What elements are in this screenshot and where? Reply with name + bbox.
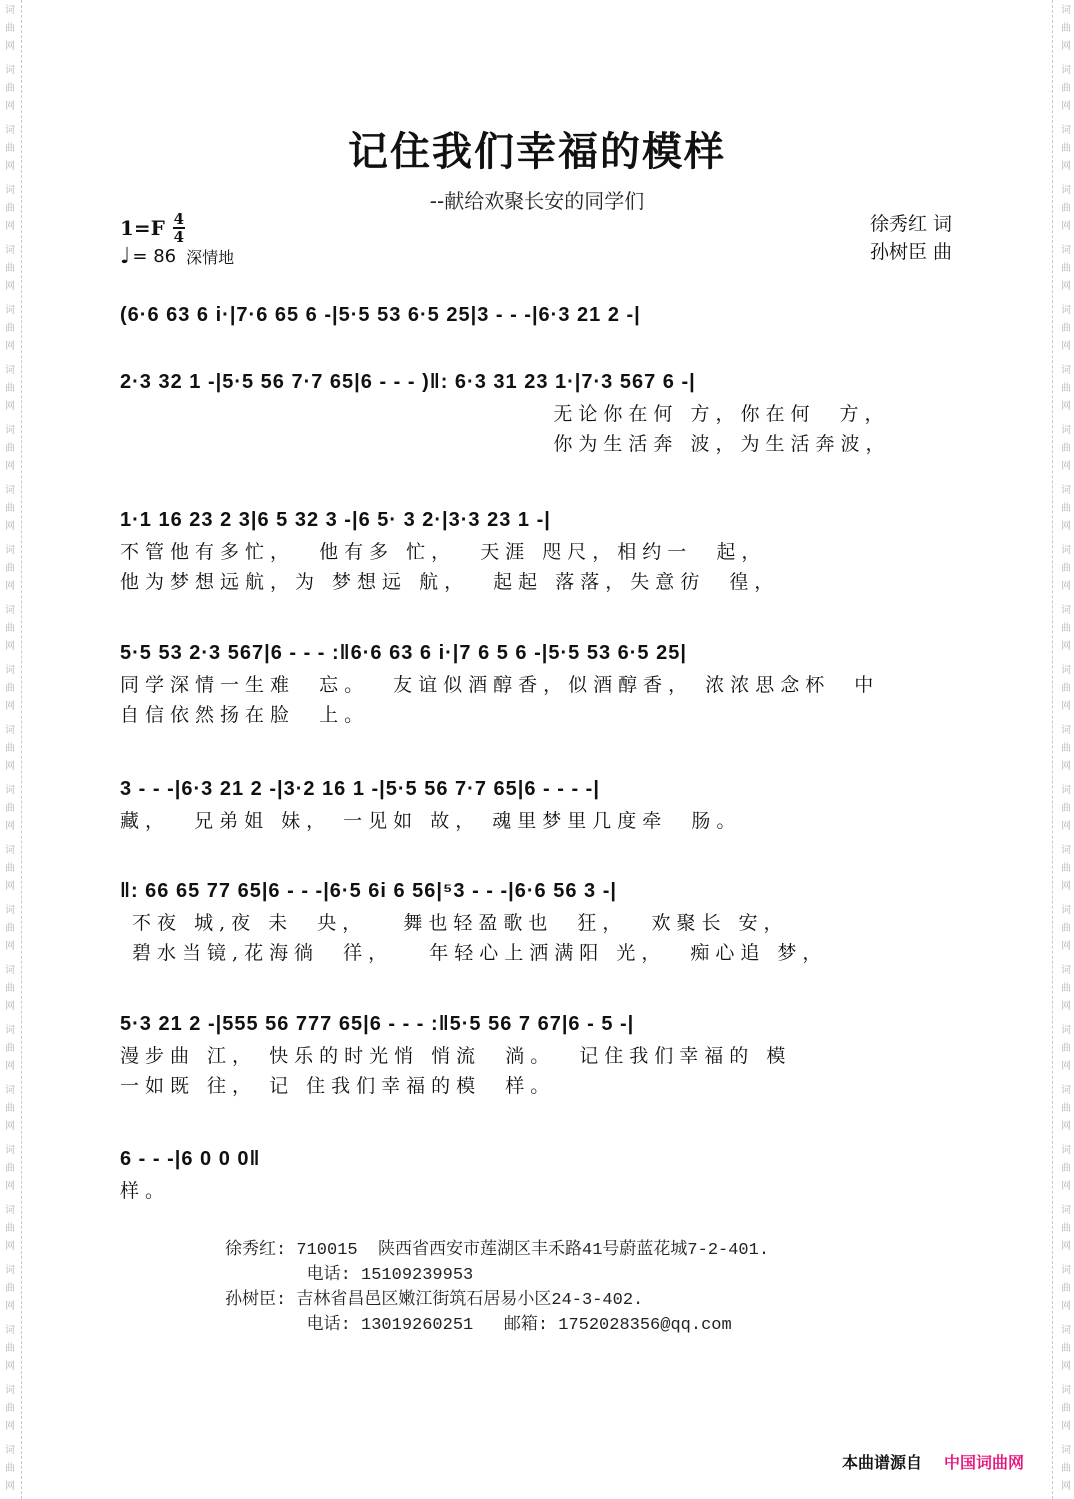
watermark-text: 词 曲 网: [1061, 1385, 1071, 1432]
song-title: 记住我们幸福的模样: [348, 128, 726, 175]
notation-line: 2·3 32 1 -|5·5 56 7·7 65|6 - - - )‖: 6·3 31 23 1·|7·3 567 6 -|: [120, 371, 696, 393]
score-system-3: [120, 503, 960, 597]
source-site-link[interactable]: 中国词曲网: [944, 1453, 1025, 1472]
lyric-verse-1: 无论你在何 方，你在何 方，: [120, 403, 890, 425]
score-system-4: [120, 636, 960, 730]
watermark-text: 词 曲 网: [5, 965, 15, 1012]
watermark-text: 词 曲 网: [5, 485, 15, 532]
watermark-text: 词 曲 网: [5, 125, 15, 172]
notation-line: ‖: 66 65 77 65|6 - - -|6·5 6i 6 56|⁵3 - - -|6·6 56 3 -|: [120, 880, 617, 902]
composer-address: 孙树臣: 吉林省昌邑区嫩江街筑石居易小区24-3-402.: [225, 1291, 644, 1310]
watermark-text: 词 曲 网: [1061, 785, 1071, 832]
watermark-text: 词 曲 网: [5, 845, 15, 892]
watermark-text: 词 曲 网: [1061, 1025, 1071, 1072]
watermark-text: 词 曲 网: [1061, 1325, 1071, 1372]
watermark-text: 词 曲 网: [5, 1025, 15, 1072]
source-credit: [842, 1450, 1024, 1473]
notation-line: (6·6 63 6 i·|7·6 65 6 -|5·5 53 6·5 25|3 - - -|6·3 21 2 -|: [120, 304, 641, 326]
score-system-1: [120, 298, 960, 332]
watermark-text: 词 曲 网: [1061, 665, 1071, 712]
lyricist-credit: 徐秀红 词: [869, 213, 952, 235]
lyric-verse-2: 他为梦想远航，为 梦想远 航， 起起 落落，失意彷 徨，: [120, 571, 780, 593]
watermark-text: 词 曲 网: [1061, 245, 1071, 292]
lyricist-phone: 电话: 15109239953: [225, 1266, 474, 1285]
right-dashed-margin-line: [1052, 0, 1053, 1499]
tempo-value: = 86: [132, 246, 177, 267]
notation-line: 3 - - -|6·3 21 2 -|3·2 16 1 -|5·5 56 7·7 65|6 - - - -|: [120, 778, 600, 800]
lyric-verse-2: 你为生活奔 波，为生活奔波，: [120, 433, 891, 455]
watermark-text: 词 曲 网: [1061, 905, 1071, 952]
lyric-verse-2: 碧水当镜,花海徜 徉， 年轻心上洒满阳 光， 痴心追 梦，: [120, 942, 828, 964]
notation-line: 5·3 21 2 -|555 56 777 65|6 - - - :‖5·5 56 7 67|6 - 5 -|: [120, 1013, 635, 1035]
watermark-text: 词 曲 网: [1061, 365, 1071, 412]
notation-line: 1·1 16 23 2 3|6 5 32 3 -|6 5· 3 2·|3·3 23 1 -|: [120, 509, 551, 531]
watermark-text: 词 曲 网: [5, 1265, 15, 1312]
lyric-verse-1: 漫步曲 江， 快乐的时光悄 悄流 淌。 记住我们幸福的 模: [120, 1045, 792, 1067]
watermark-text: 词 曲 网: [1061, 605, 1071, 652]
song-subtitle: --献给欢聚长安的同学们: [429, 189, 645, 213]
composer-phone-email: 电话: 13019260251 邮箱: 1752028356@qq.com: [225, 1316, 732, 1335]
score-system-5: [120, 772, 960, 836]
watermark-text: 词 曲 网: [5, 65, 15, 112]
watermark-text: 词 曲 网: [1061, 125, 1071, 172]
lyricist-address: 徐秀红: 710015 陕西省西安市莲湖区丰禾路41号蔚蓝花城7-2-401.: [225, 1241, 770, 1260]
watermark-text: 词 曲 网: [5, 785, 15, 832]
lyric-verse-1: 样。: [120, 1180, 171, 1202]
credits: [870, 210, 952, 266]
watermark-text: 词 曲 网: [5, 1325, 15, 1372]
watermark-text: 词 曲 网: [1061, 1445, 1071, 1492]
tempo-marking: [120, 244, 234, 269]
watermark-text: 词 曲 网: [5, 725, 15, 772]
time-signature: [173, 212, 185, 244]
watermark-text: 词 曲 网: [5, 5, 15, 52]
watermark-text: 词 曲 网: [5, 1145, 15, 1192]
watermark-text: 词 曲 网: [1061, 185, 1071, 232]
watermark-text: 词 曲 网: [1061, 845, 1071, 892]
watermark-text: 词 曲 网: [1061, 485, 1071, 532]
lyric-verse-1: 不管他有多忙， 他有多 忙， 天涯 咫尺，相约一 起，: [120, 541, 767, 563]
score-system-8: [120, 1142, 960, 1206]
watermark-text: 词 曲 网: [5, 245, 15, 292]
watermark-text: 词 曲 网: [1061, 65, 1071, 112]
watermark-text: 词 曲 网: [5, 425, 15, 472]
key-signature: [120, 212, 185, 244]
watermark-text: 词 曲 网: [5, 1205, 15, 1252]
lyric-verse-2: 一如既 往， 记 住我们幸福的模 样。: [120, 1075, 556, 1097]
expression-mark: 深情地: [186, 248, 235, 267]
time-signature-top: 4: [173, 210, 185, 228]
watermark-text: 词 曲 网: [5, 1085, 15, 1132]
watermark-text: 词 曲 网: [5, 305, 15, 352]
lyric-verse-1: 藏， 兄弟姐 妹， 一见如 故， 魂里梦里几度牵 肠。: [120, 810, 742, 832]
watermark-text: 词 曲 网: [1061, 965, 1071, 1012]
score-system-6: [120, 874, 960, 968]
notation-line: 6 - - -|6 0 0 0‖: [120, 1148, 261, 1170]
left-dashed-margin-line: [21, 0, 22, 1499]
score-system-2: [120, 365, 960, 459]
watermark-text: 词 曲 网: [5, 1445, 15, 1492]
composer-credit: 孙树臣 曲: [869, 241, 952, 263]
watermark-text: 词 曲 网: [1061, 1085, 1071, 1132]
watermark-text: 词 曲 网: [1061, 5, 1071, 52]
watermark-text: 词 曲 网: [1061, 1145, 1071, 1192]
watermark-text: 词 曲 网: [1061, 725, 1071, 772]
source-label: 本曲谱源自: [842, 1453, 923, 1472]
notation-line: 5·5 53 2·3 567|6 - - - :‖6·6 63 6 i·|7 6 5 6 -|5·5 53 6·5 25|: [120, 642, 687, 664]
watermark-text: 词 曲 网: [1061, 305, 1071, 352]
key-label: 1=F: [120, 216, 165, 240]
time-signature-bottom: 4: [173, 228, 185, 246]
watermark-text: 词 曲 网: [5, 1385, 15, 1432]
watermark-text: 词 曲 网: [5, 665, 15, 712]
watermark-text: 词 曲 网: [5, 185, 15, 232]
watermark-text: 词 曲 网: [5, 905, 15, 952]
lyric-verse-1: 不夜 城,夜 未 央， 舞也轻盈歌也 狂， 欢聚长 安，: [120, 912, 789, 934]
watermark-text: 词 曲 网: [5, 545, 15, 592]
watermark-text: 词 曲 网: [5, 365, 15, 412]
watermark-text: 词 曲 网: [1061, 425, 1071, 472]
left-watermark-column: [0, 0, 20, 1499]
contact-info: [225, 1238, 769, 1338]
watermark-text: 词 曲 网: [5, 605, 15, 652]
watermark-text: 词 曲 网: [1061, 1265, 1071, 1312]
right-watermark-column: [1056, 0, 1074, 1499]
lyric-verse-1: 同学深情一生难 忘。 友谊似酒醇香，似酒醇香， 浓浓思念杯 中: [120, 674, 880, 696]
watermark-text: 词 曲 网: [1061, 545, 1071, 592]
watermark-text: 词 曲 网: [1061, 1205, 1071, 1252]
quarter-note-icon: ♩: [120, 244, 131, 269]
lyric-verse-2: 自信依然扬在脸 上。: [120, 704, 370, 726]
score-system-7: [120, 1007, 960, 1101]
